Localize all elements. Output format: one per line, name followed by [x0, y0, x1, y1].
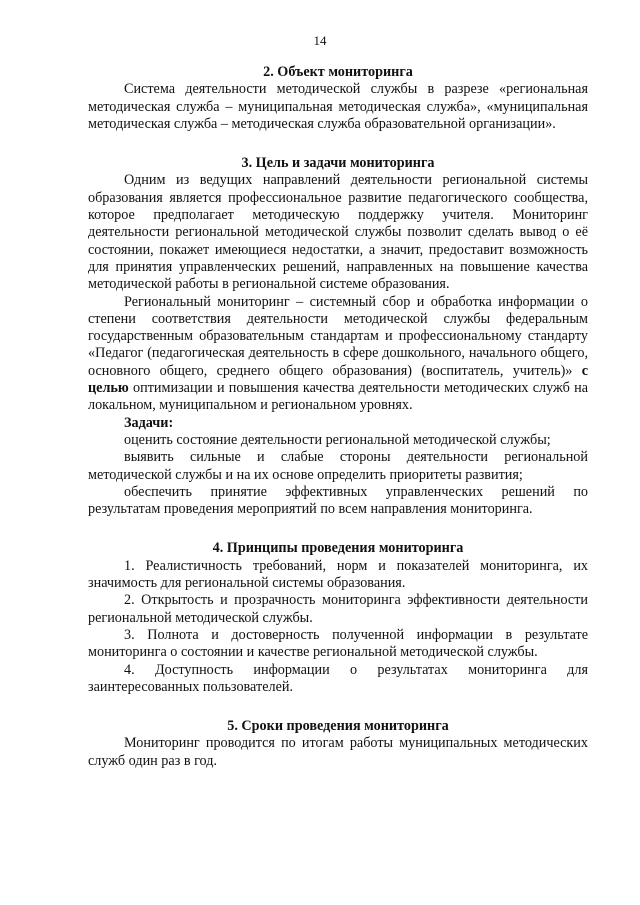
task-item: выявить сильные и слабые стороны деятельности региональной методической службы и на их основе определить приоритеты развития; [88, 449, 588, 483]
tasks-heading: Задачи: [124, 414, 174, 431]
principle-item: 4. Доступность информации о результатах мониторинга для заинтересованных пользователей. [88, 661, 588, 695]
section-2-text: Система деятельности методической службы в разрезе «региональная методическая служба – муниципальная методическая служба», «муниципальная методическая служба – методическая служба образовательной организации». [88, 81, 588, 132]
section-4-heading: 4. Принципы проведения мониторинга [212, 540, 464, 557]
para2-bold-purpose: с целью [88, 362, 589, 397]
section-5-heading: 5. Сроки проведения мониторинга [227, 718, 449, 735]
page-number: 14 [313, 33, 327, 48]
principle-item: 3. Полнота и достоверность полученной информации в результате мониторинга о состоянии и качестве региональной методической службы. [88, 626, 588, 661]
para2-text-after: оптимизации и повышения качества деятельности методических служб на локальном, муниципальном и региональном уровнях. [88, 380, 588, 414]
section-3-paragraph-1: Одним из ведущих направлений деятельности региональной системы образования является профессиональное развитие педагогического сообщества, которое предполагает методическую поддержку учителя. Мониторинг деятельности региональной методической службы позволит сделать вывод о её состоянии, покажет имеющиеся недостатки, а значит, предоставит возможность для принятия управленческих решений, направленных на повышение качества методической работы в региональной системе образования. [88, 172, 588, 293]
page-content [88, 64, 588, 770]
task-item: обеспечить принятие эффективных управленческих решений по результатам проведения мероприятий по всем направления мониторинга. [88, 483, 588, 518]
section-3-paragraph-2 [88, 294, 588, 415]
section-2-heading: 2. Объект мониторинга [263, 64, 413, 80]
para2-text-before: Региональный мониторинг – системный сбор и обработка информации о степени соответствия деятельности методической службы федеральным государственным образовательным стандартам и профессиональному стандарту «Педагог (педагогическая деятельность в сфере дошкольного, начального общего, основного общего, среднего общего образования) (воспитатель, учитель)» [88, 293, 588, 379]
principle-item: 2. Открытость и прозрачность мониторинга эффективности деятельности региональной методической службы. [88, 592, 588, 626]
section-5-text: Мониторинг проводится по итогам работы муниципальных методических служб один раз в год. [88, 735, 588, 769]
principle-item: 1. Реалистичность требований, норм и показателей мониторинга, их значимость для региональной системы образования. [88, 557, 588, 592]
section-3-heading: 3. Цель и задачи мониторинга [241, 155, 435, 172]
task-item: оценить состояние деятельности региональной методической службы; [124, 431, 551, 448]
